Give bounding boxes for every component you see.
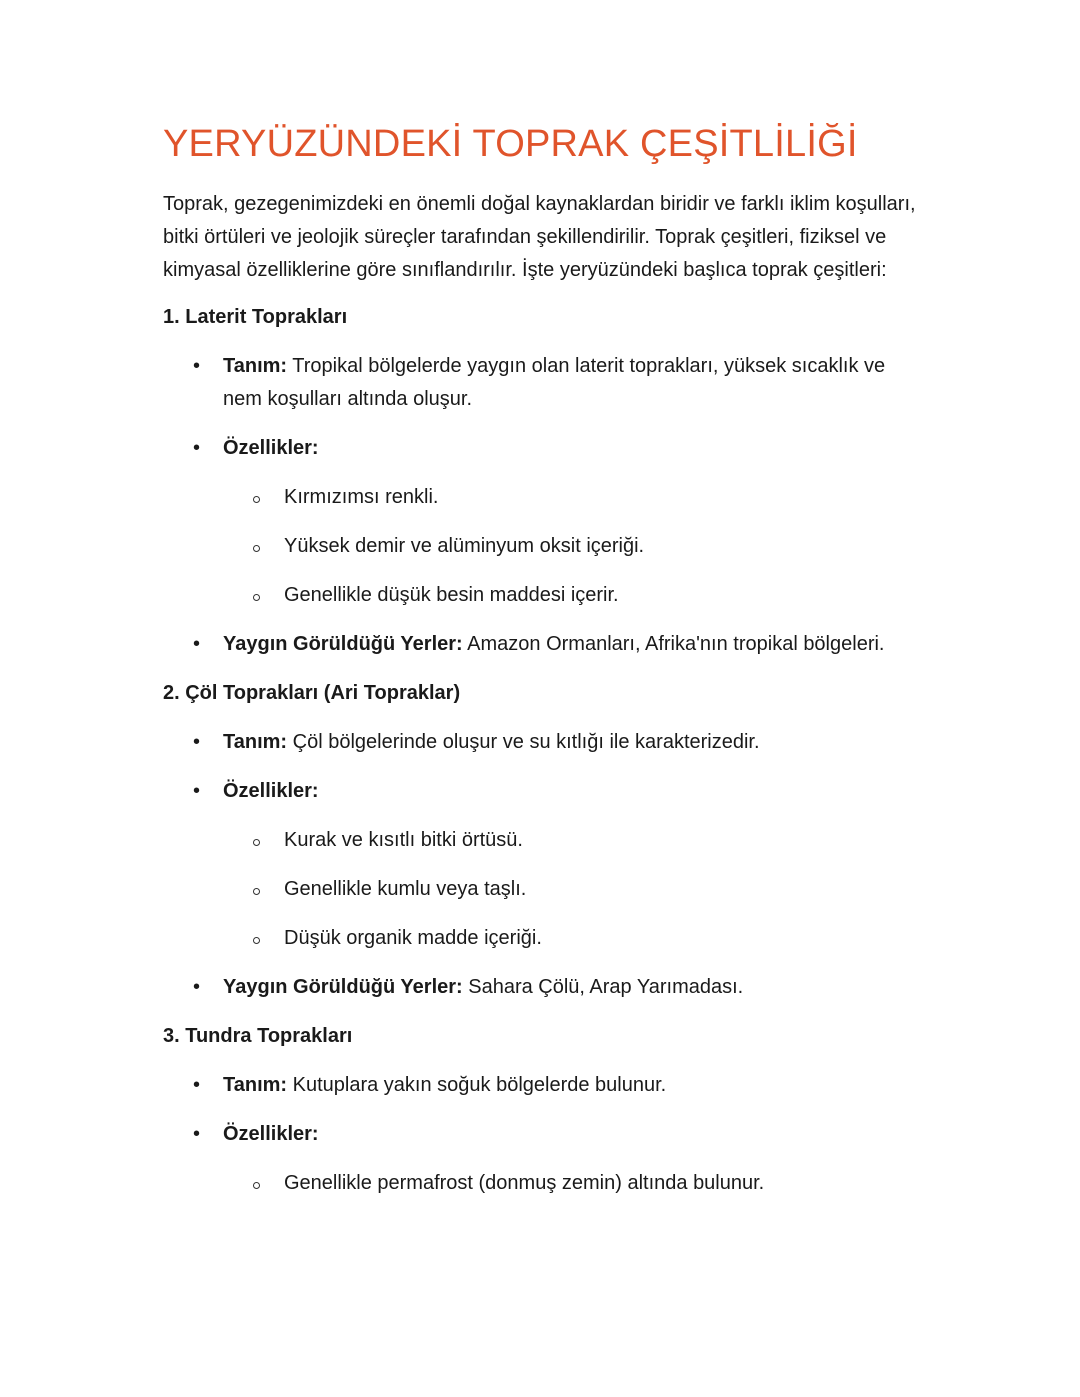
document-page	[163, 118, 923, 1216]
section-heading: 1. Laterit Toprakları	[163, 306, 348, 328]
features-label: Özellikler:	[223, 1123, 319, 1145]
circle-bullet-icon	[253, 496, 260, 503]
bullet-icon: •	[193, 976, 201, 998]
bullet-icon: •	[193, 633, 201, 655]
features-item	[163, 432, 923, 612]
features-list	[223, 1167, 923, 1200]
features-item	[163, 775, 923, 955]
feature-text: Kurak ve kısıtlı bitki örtüsü.	[284, 829, 523, 851]
circle-bullet-icon	[253, 937, 260, 944]
features-list	[223, 481, 923, 612]
definition-text: Tropikal bölgelerde yaygın olan laterit toprakları, yüksek sıcaklık ve nem koşulları altında oluşur.	[223, 355, 886, 410]
section-heading: 2. Çöl Toprakları (Ari Topraklar)	[163, 682, 461, 704]
circle-bullet-icon	[253, 839, 260, 846]
feature-item	[223, 873, 923, 906]
definition-item	[163, 726, 923, 759]
section-bullets	[163, 350, 923, 661]
feature-item	[223, 824, 923, 857]
page-title: YERYÜZÜNDEKİ TOPRAK ÇEŞİTLİLİĞİ	[163, 123, 858, 165]
circle-bullet-icon	[253, 888, 260, 895]
bullet-icon: •	[193, 1123, 201, 1145]
definition-label: Tanım:	[223, 355, 288, 377]
definition-label: Tanım:	[223, 1074, 288, 1096]
section-bullets	[163, 726, 923, 1004]
feature-text: Genellikle kumlu veya taşlı.	[284, 878, 527, 900]
bullet-icon: •	[193, 780, 201, 802]
feature-text: Düşük organik madde içeriği.	[284, 927, 542, 949]
circle-bullet-icon	[253, 1182, 260, 1189]
section-tundra	[163, 1020, 923, 1200]
places-text: Sahara Çölü, Arap Yarımadası.	[462, 976, 744, 998]
places-text: Amazon Ormanları, Afrika'nın tropikal bölgeleri.	[462, 633, 885, 655]
features-label: Özellikler:	[223, 437, 319, 459]
places-item	[163, 628, 923, 661]
places-item	[163, 971, 923, 1004]
section-heading: 3. Tundra Toprakları	[163, 1025, 353, 1047]
feature-item	[223, 922, 923, 955]
feature-item	[223, 1167, 923, 1200]
features-label: Özellikler:	[223, 780, 319, 802]
features-item	[163, 1118, 923, 1200]
definition-label: Tanım:	[223, 731, 288, 753]
places-label: Yaygın Görüldüğü Yerler:	[223, 976, 463, 998]
features-list	[223, 824, 923, 955]
feature-text: Yüksek demir ve alüminyum oksit içeriği.	[284, 535, 645, 557]
bullet-icon: •	[193, 731, 201, 753]
intro-paragraph: Toprak, gezegenimizdeki en önemli doğal kaynaklardan biridir ve farklı iklim koşulları, bitki örtüleri ve jeolojik süreçler tarafından şekillendirilir. Toprak çeşitleri, fiziksel ve kimyasal özelliklerine göre sınıflandırılır. İşte yeryüzündeki başlıca toprak çeşitleri:	[163, 193, 916, 281]
bullet-icon: •	[193, 1074, 201, 1096]
section-bullets	[163, 1069, 923, 1200]
definition-item	[163, 1069, 923, 1102]
definition-text: Kutuplara yakın soğuk bölgelerde bulunur.	[287, 1074, 667, 1096]
feature-text: Genellikle düşük besin maddesi içerir.	[284, 584, 619, 606]
section-laterit	[163, 301, 923, 661]
circle-bullet-icon	[253, 545, 260, 552]
section-col	[163, 677, 923, 1004]
places-label: Yaygın Görüldüğü Yerler:	[223, 633, 463, 655]
circle-bullet-icon	[253, 594, 260, 601]
feature-text: Kırmızımsı renkli.	[284, 486, 439, 508]
feature-text: Genellikle permafrost (donmuş zemin) altında bulunur.	[284, 1172, 765, 1194]
bullet-icon: •	[193, 355, 201, 377]
definition-text: Çöl bölgelerinde oluşur ve su kıtlığı ile karakterizedir.	[287, 731, 760, 753]
definition-item	[163, 350, 923, 416]
feature-item	[223, 481, 923, 514]
feature-item	[223, 530, 923, 563]
feature-item	[223, 579, 923, 612]
bullet-icon: •	[193, 437, 201, 459]
